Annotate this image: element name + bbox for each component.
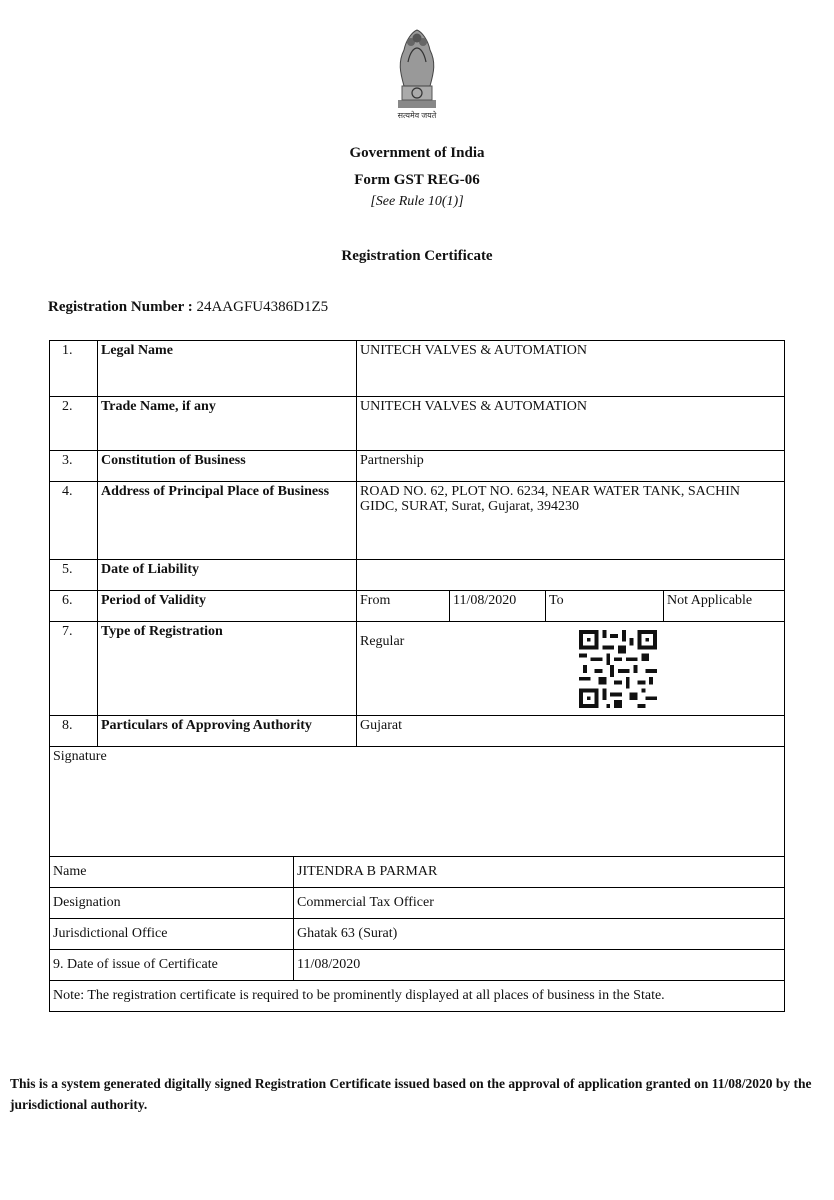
display-note: Note: The registration certificate is required to be prominently displayed at all places of business in the State. [50,981,785,1012]
row-number: 6. [50,591,98,622]
table-row [50,482,785,560]
jurisdictional-office-value: Ghatak 63 (Surat) [294,919,785,950]
approving-authority-label: Particulars of Approving Authority [98,716,357,747]
table-row [50,919,785,950]
designation-value: Commercial Tax Officer [294,888,785,919]
table-row [50,397,785,451]
row-number: 8. [50,716,98,747]
table-row [50,591,785,622]
legal-name-label: Legal Name [98,341,357,397]
row-number: 1. [50,341,98,397]
validity-to-label: To [546,591,664,622]
qr-code-icon [578,630,658,708]
liability-label: Date of Liability [98,560,357,591]
table-row [50,451,785,482]
liability-value [357,560,785,591]
table-row [50,716,785,747]
validity-from-value: 11/08/2020 [450,591,546,622]
validity-label: Period of Validity [98,591,357,622]
table-row [50,857,785,888]
designation-label: Designation [50,888,294,919]
form-heading: Form GST REG-06 [354,172,480,188]
table-row [50,950,785,981]
validity-from-label: From [357,591,450,622]
table-row [50,341,785,397]
table-row [50,560,785,591]
table-row [50,888,785,919]
signature-table [49,746,785,1012]
issue-date-value: 11/08/2020 [294,950,785,981]
row-number: 5. [50,560,98,591]
table-row [50,622,785,716]
constitution-label: Constitution of Business [98,451,357,482]
table-row [50,981,785,1012]
row-number: 2. [50,397,98,451]
registration-number [48,299,328,316]
issue-date-label: 9. Date of issue of Certificate [50,950,294,981]
legal-name-value: UNITECH VALVES & AUTOMATION [357,341,785,397]
address-value: ROAD NO. 62, PLOT NO. 6234, NEAR WATER TANK, SACHIN GIDC, SURAT, Surat, Gujarat, 394230 [357,482,785,560]
certificate-title: Registration Certificate [341,248,493,264]
trade-name-label: Trade Name, if any [98,397,357,451]
registration-number-label: Registration Number : [48,299,197,315]
row-number: 7. [50,622,98,716]
trade-name-value: UNITECH VALVES & AUTOMATION [357,397,785,451]
validity-to-value: Not Applicable [664,591,785,622]
row-number: 3. [50,451,98,482]
row-number: 4. [50,482,98,560]
national-emblem-icon [384,22,450,122]
signature-label: Signature [50,747,785,857]
constitution-value: Partnership [357,451,785,482]
table-row [50,747,785,857]
jurisdictional-office-label: Jurisdictional Office [50,919,294,950]
system-generated-footer: This is a system generated digitally signed Registration Certificate issued based on the approval of application granted on 11/08/2020 by the jurisdictional authority. [10,1076,812,1112]
government-heading: Government of India [349,145,485,161]
registration-details-table [49,340,785,747]
rule-reference: [See Rule 10(1)] [370,194,464,209]
emblem-motto: सत्यमेव जयते [397,111,437,120]
registration-type-value: Regular [357,622,785,716]
registration-type-label: Type of Registration [98,622,357,716]
officer-name-value: JITENDRA B PARMAR [294,857,785,888]
registration-number-value: 24AAGFU4386D1Z5 [196,299,329,315]
address-label: Address of Principal Place of Business [98,482,357,560]
officer-name-label: Name [50,857,294,888]
approving-authority-value: Gujarat [357,716,785,747]
